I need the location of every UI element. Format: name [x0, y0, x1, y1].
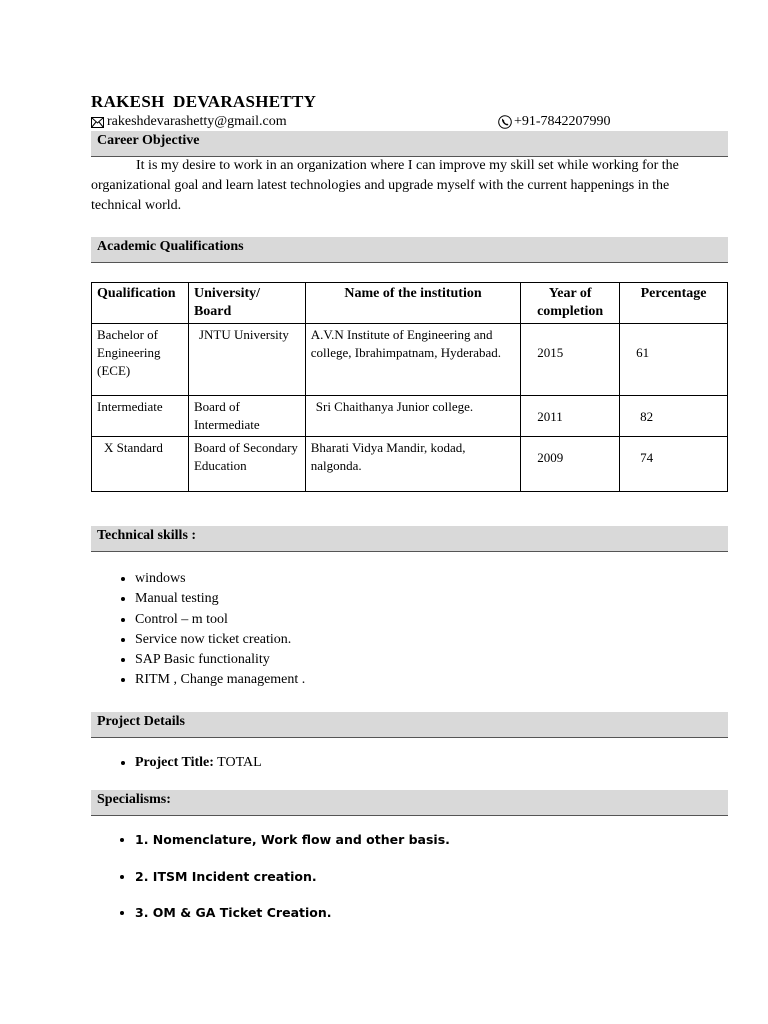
- list-item: [135, 753, 262, 773]
- table-cell: 2015: [521, 324, 620, 396]
- project-title-value: TOTAL: [217, 755, 262, 770]
- envelope-icon: [91, 117, 104, 128]
- column-header: Name of the institution: [305, 283, 520, 324]
- table-row: [92, 396, 728, 437]
- list-item: • 2. ITSM Incident creation.: [135, 869, 450, 906]
- column-header: Year of completion: [521, 283, 620, 324]
- academic-heading: Academic Qualifications: [91, 237, 728, 263]
- list-item: • Manual testing: [135, 589, 305, 609]
- list-item: • 3. OM & GA Ticket Creation.: [135, 905, 450, 942]
- list-item: • windows: [135, 569, 305, 589]
- table-cell: Board of Secondary Education: [188, 437, 305, 492]
- phone-line: [498, 114, 611, 130]
- table-cell: 82: [620, 396, 728, 437]
- list-item: • RITM , Change management .: [135, 670, 305, 690]
- table-cell: A.V.N Institute of Engineering and college, Ibrahimpatnam, Hyderabad.: [305, 324, 520, 396]
- column-header: Percentage: [620, 283, 728, 324]
- list-item: • Service now ticket creation.: [135, 630, 305, 650]
- column-header: University/ Board: [188, 283, 305, 324]
- table-cell: 2011: [521, 396, 620, 437]
- table-cell: X Standard: [92, 437, 189, 492]
- table-cell: 2009: [521, 437, 620, 492]
- candidate-name: RAKESH DEVARASHETTY: [91, 92, 317, 111]
- table-cell: Bachelor of Engineering (ECE): [92, 324, 189, 396]
- project-title-label: Project Title:: [135, 755, 214, 770]
- table-cell: Board of Intermediate: [188, 396, 305, 437]
- table-cell: 74: [620, 437, 728, 492]
- table-header-row: [92, 283, 728, 324]
- technical-skills-list: [91, 569, 305, 691]
- table-cell: 61: [620, 324, 728, 396]
- project-details-heading: Project Details: [91, 712, 728, 738]
- table-cell: JNTU University: [188, 324, 305, 396]
- list-item: • Control – m tool: [135, 610, 305, 630]
- specialisms-list: [91, 832, 450, 942]
- list-item: • SAP Basic functionality: [135, 650, 305, 670]
- career-objective-heading: Career Objective: [91, 131, 728, 157]
- phone-text[interactable]: +91-7842207990: [514, 114, 611, 129]
- project-list: [91, 753, 262, 773]
- academic-table: [91, 282, 728, 492]
- table-cell: Bharati Vidya Mandir, kodad, nalgonda.: [305, 437, 520, 492]
- phone-icon: [498, 115, 512, 129]
- table-row: [92, 324, 728, 396]
- email-text[interactable]: rakeshdevarashetty@gmail.com: [107, 114, 287, 129]
- table-cell: Sri Chaithanya Junior college.: [305, 396, 520, 437]
- technical-skills-heading: Technical skills :: [91, 526, 728, 552]
- table-row: [92, 437, 728, 492]
- list-item: • 1. Nomenclature, Work flow and other basis.: [135, 832, 450, 869]
- specialisms-heading: Specialisms:: [91, 790, 728, 816]
- career-objective-text: It is my desire to work in an organization where I can improve my skill set while working for the organizational goal and learn latest technologies and upgrade myself with the current happenings in the technical world.: [91, 158, 679, 213]
- email-line: [91, 114, 287, 130]
- column-header: Qualification: [92, 283, 189, 324]
- table-cell: Intermediate: [92, 396, 189, 437]
